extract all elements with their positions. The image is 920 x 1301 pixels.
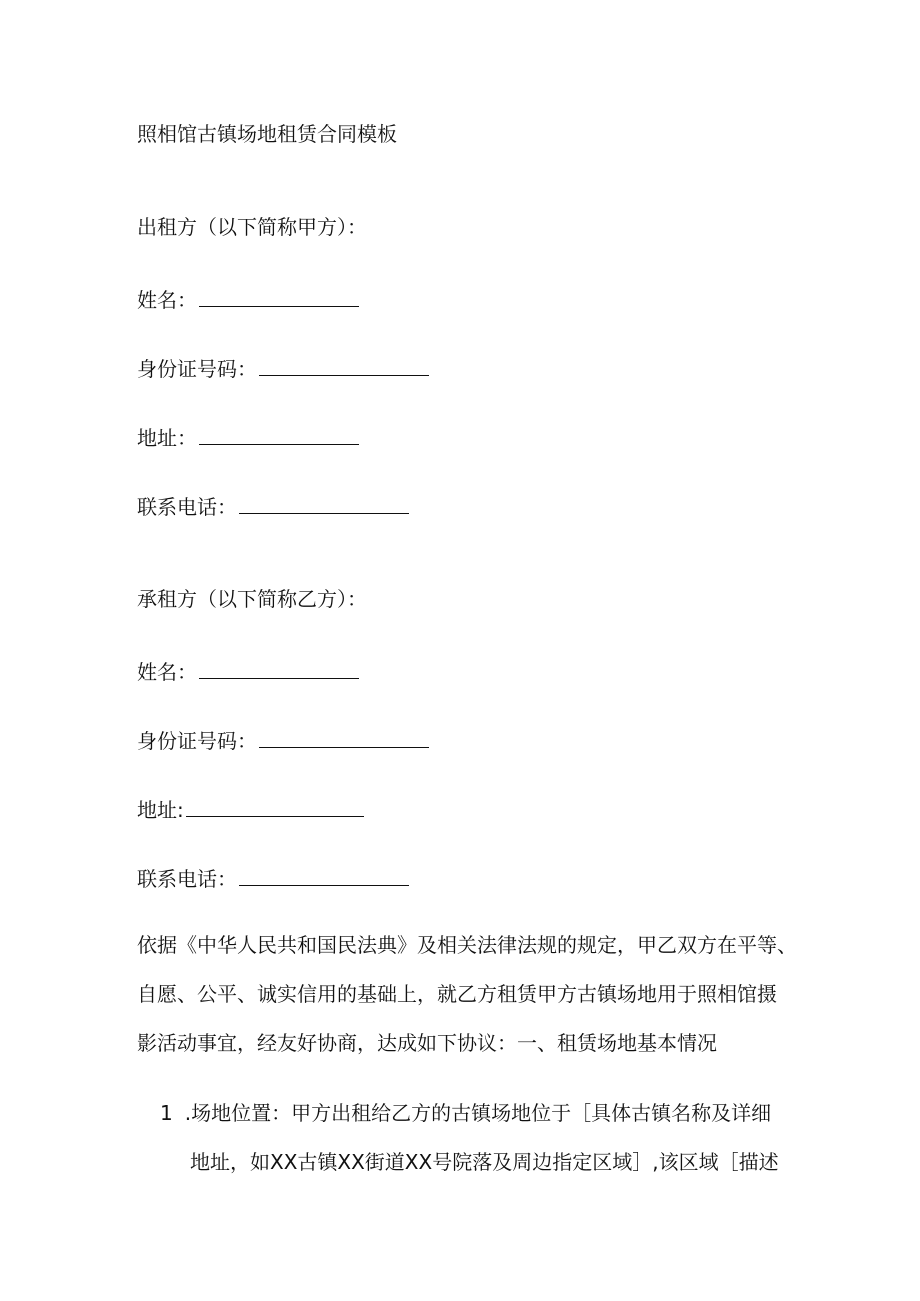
lessee-id-label: 身份证号码： [137, 729, 257, 753]
lessee-name-label: 姓名： [137, 660, 197, 684]
lessee-id-blank[interactable] [259, 727, 429, 748]
lessor-phone-label: 联系电话： [137, 495, 237, 519]
lessor-heading: 出租方（以下简称甲方）： [137, 215, 367, 239]
document-title: 照相馆古镇场地租赁合同模板 [137, 122, 397, 146]
lessee-address-row [137, 796, 364, 824]
lessor-name-row [137, 286, 359, 314]
lessor-phone-row [137, 493, 409, 521]
clause-1-line-1 [160, 1096, 771, 1130]
lessor-address-label: 地址： [137, 426, 197, 450]
lessor-phone-blank[interactable] [239, 493, 409, 514]
lessor-name-label: 姓名： [137, 288, 197, 312]
lessor-address-blank[interactable] [199, 424, 359, 445]
lessee-phone-label: 联系电话： [137, 867, 237, 891]
clause-1-line-2: 地址，如XX古镇XX街道XX号院落及周边指定区域］,该区域［描述 [190, 1150, 779, 1174]
clause-1-text-1: .场地位置：甲方出租给乙方的古镇场地位于［具体古镇名称及详细 [184, 1101, 772, 1125]
lessor-address-row [137, 424, 359, 452]
lessor-id-row [137, 355, 429, 383]
lessor-id-label: 身份证号码： [137, 357, 257, 381]
lessee-heading: 承租方（以下简称乙方）： [137, 587, 367, 611]
clause-1-number: 1 [160, 1101, 173, 1125]
lessee-name-row [137, 658, 359, 686]
lessee-name-blank[interactable] [199, 658, 359, 679]
lessee-id-row [137, 727, 429, 755]
lessee-phone-row [137, 865, 409, 893]
lessee-phone-blank[interactable] [239, 865, 409, 886]
preamble-line-2: 自愿、公平、诚实信用的基础上，就乙方租赁甲方古镇场地用于照相馆摄 [137, 982, 777, 1006]
preamble-line-3: 影活动事宜，经友好协商，达成如下协议：一、租赁场地基本情况 [137, 1031, 717, 1055]
lessee-address-label: 地址: [137, 798, 184, 822]
preamble-line-1: 依据《中华人民共和国民法典》及相关法律法规的规定，甲乙双方在平等、 [137, 933, 797, 957]
lessor-id-blank[interactable] [259, 355, 429, 376]
lessor-name-blank[interactable] [199, 286, 359, 307]
lessee-address-blank[interactable] [186, 796, 364, 817]
